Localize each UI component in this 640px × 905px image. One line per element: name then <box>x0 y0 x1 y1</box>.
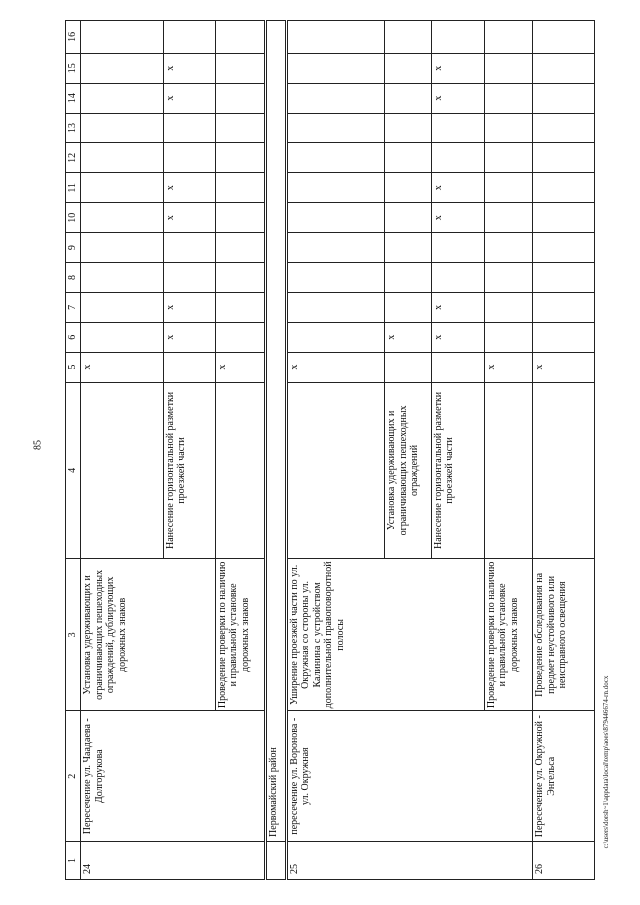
mark-cell: х <box>163 322 215 352</box>
mark-cell: х <box>431 203 484 233</box>
page-number: 85 <box>32 440 44 450</box>
column-header: 10 <box>66 203 81 233</box>
column-header: 16 <box>66 21 81 54</box>
column-header: 6 <box>66 322 81 352</box>
sub-measure-cell: Нанесение горизонтальной разметки проезжей части <box>163 382 215 559</box>
mark-cell: х <box>215 352 266 382</box>
sub-measure-cell: Нанесение горизонтальной разметки проезжей части <box>431 382 484 559</box>
column-header: 8 <box>66 263 81 293</box>
column-header: 9 <box>66 233 81 263</box>
measure-cell: Проведение обследования на предмет неустойчивого или неисправного освещения <box>533 559 595 711</box>
sub-measure-cell: Установка удерживающих и ограничивающих пешеходных ограждений <box>385 382 432 559</box>
mark-cell: х <box>431 53 484 83</box>
rotated-table-container <box>65 20 595 880</box>
column-header: 4 <box>66 382 81 559</box>
mark-cell: х <box>163 53 215 83</box>
mark-cell: х <box>163 83 215 113</box>
column-header: 12 <box>66 143 81 173</box>
mark-cell: х <box>431 83 484 113</box>
column-header: 1 <box>66 841 81 879</box>
mark-cell: х <box>484 352 533 382</box>
footer-file-path: c:\users\dorsh~1\appdata\local\temp\aoes\879446674-rn.docx <box>602 675 610 849</box>
column-header: 5 <box>66 352 81 382</box>
table-row <box>286 21 385 880</box>
measure-cell: Установка удерживающих и ограничивающих пешеходных ограждений, дублирующих дорожных знаков <box>81 559 216 711</box>
column-header: 14 <box>66 83 81 113</box>
district-row <box>266 21 286 880</box>
measure-cell: Проведение проверки по наличию и правильной установке дорожных знаков <box>215 559 266 711</box>
location-cell: Пересечение ул. Чаадаева - Долгорукова <box>81 711 266 841</box>
mark-cell: х <box>286 352 385 382</box>
row-number: 24 <box>81 841 266 879</box>
mark-cell: х <box>81 352 164 382</box>
measure-cell: Уширение проезжей части по ул. Окружная со стороны ул. Калинина с устройством дополнительной правоповоротной полосы <box>286 559 484 711</box>
location-cell: Пересечение ул. Окружной - Энгельса <box>533 711 595 841</box>
mark-cell: х <box>533 352 595 382</box>
row-number: 25 <box>286 841 533 879</box>
column-header: 7 <box>66 292 81 322</box>
mark-cell: х <box>431 173 484 203</box>
column-header: 3 <box>66 559 81 711</box>
mark-cell: х <box>385 322 432 352</box>
table-row <box>81 21 164 880</box>
table-row <box>533 21 595 880</box>
row-number: 26 <box>533 841 595 879</box>
district-name: Первомайский район <box>266 21 286 842</box>
measures-table <box>65 20 595 880</box>
sub-measure-cell <box>286 382 385 559</box>
mark-cell: х <box>163 173 215 203</box>
location-cell: пересечение ул. Воронова - ул. Окружная <box>286 711 533 841</box>
sub-measure-cell <box>81 382 164 559</box>
column-header-row <box>66 21 81 880</box>
mark-cell: х <box>431 322 484 352</box>
mark-cell: х <box>163 203 215 233</box>
column-header: 2 <box>66 711 81 841</box>
mark-cell: х <box>163 292 215 322</box>
mark-cell: х <box>431 292 484 322</box>
column-header: 15 <box>66 53 81 83</box>
measure-cell: Проведение проверки по наличию и правильной установке дорожных знаков <box>484 559 533 711</box>
column-header: 11 <box>66 173 81 203</box>
column-header: 13 <box>66 113 81 143</box>
